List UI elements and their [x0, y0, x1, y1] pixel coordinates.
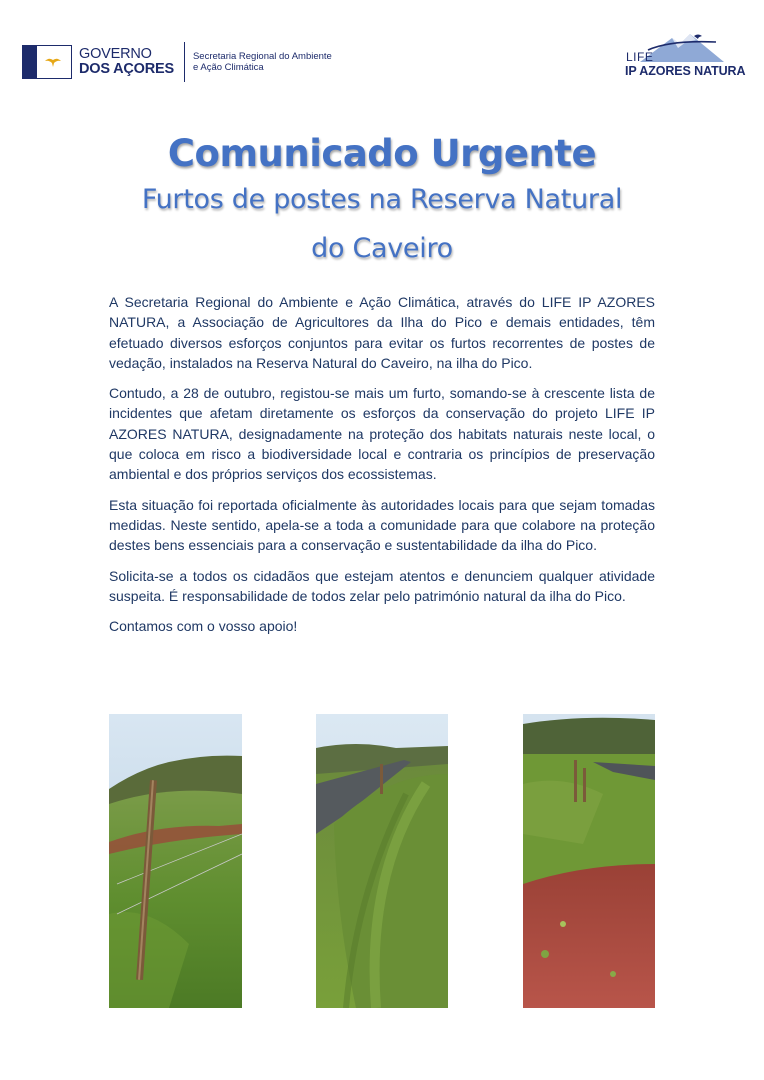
- subtitle-line1: Furtos de postes na Reserva Natural: [141, 184, 623, 215]
- life-label: LIFE: [626, 50, 654, 64]
- department-line1: Secretaria Regional do Ambiente: [192, 51, 332, 62]
- announcement-body: [109, 292, 655, 646]
- red-soil-path-photo: [523, 714, 655, 1008]
- paragraph-4: Solicita-se a todos os cidadãos que estejam atentos e denunciem qualquer atividade suspeita. É responsabilidade de todos zelar pelo património natural da ilha do Pico.: [109, 567, 655, 604]
- department-line2: e Ação Climática: [192, 62, 264, 73]
- paragraph-1: A Secretaria Regional do Ambiente e Ação Climática, através do LIFE IP AZORES NATURA, a Associação de Agricultores da Ilha do Pico e demais entidades, têm efetuado diversos esforços conjuntos para evitar os furtos recorrentes de postes de vedação, instalados na Reserva Natural do Caveiro, na ilha do Pico.: [109, 294, 655, 371]
- government-line1: GOVERNO: [79, 46, 152, 62]
- path-embankment-photo: [316, 714, 448, 1008]
- fence-post-photo: [109, 714, 242, 1008]
- government-name: [79, 47, 174, 77]
- page-title: Comunicado Urgente: [167, 132, 597, 175]
- closing-line: Contamos com o vosso apoio!: [109, 618, 298, 635]
- department-name: [193, 51, 332, 73]
- governo-acores-logo: [22, 42, 332, 82]
- government-line2: DOS AÇORES: [79, 61, 174, 77]
- life-ip-azores-natura-logo: [620, 28, 746, 82]
- azores-flag-icon: [22, 45, 72, 79]
- logo-divider: [184, 42, 185, 82]
- subtitle-line2: do Caveiro: [311, 233, 453, 264]
- project-name: IP AZORES NATURA: [625, 64, 746, 78]
- paragraph-3: Esta situação foi reportada oficialmente às autoridades locais para que sejam tomadas medidas. Neste sentido, apela-se a toda a comunidade para que colabore na proteção destes bens essenciais para a conservação e sustentabilidade da ilha do Pico.: [109, 496, 655, 554]
- paragraph-2: Contudo, a 28 de outubro, registou-se mais um furto, somando-se à crescente lista de incidentes que afetam diretamente os esforços da conservação do projeto LIFE IP AZORES NATURA, designadamente na proteção dos habitats naturais neste local, o que coloca em risco a biodiversidade local e contraria os princípios de preservação ambiental e dos próprios serviços dos ecossistemas.: [109, 385, 655, 483]
